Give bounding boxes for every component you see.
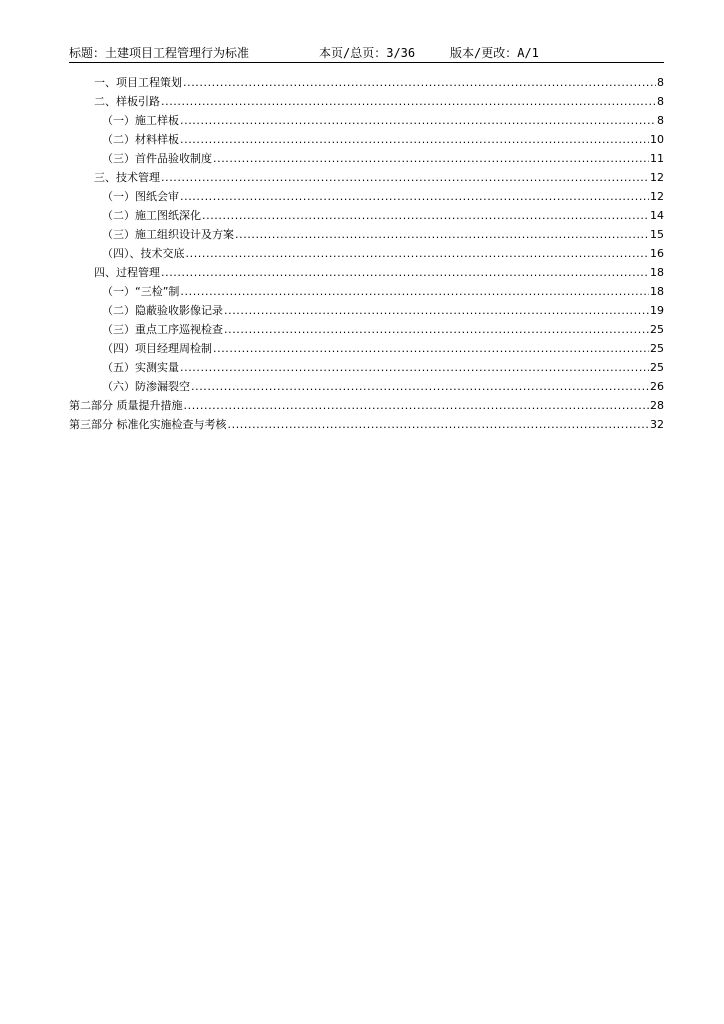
dot-leader: [184, 396, 650, 415]
toc-entry-page: 16: [650, 247, 664, 260]
toc-entry[interactable]: [69, 358, 664, 377]
document-title: 标题：土建项目工程管理行为标准: [69, 46, 250, 60]
toc-entry-page: 26: [650, 380, 664, 393]
toc-entry[interactable]: [69, 396, 664, 415]
toc-entry[interactable]: [69, 244, 664, 263]
toc-entry[interactable]: [69, 92, 664, 111]
dot-leader: [191, 377, 649, 396]
toc-entry-page: 28: [650, 399, 664, 412]
toc-entry-title: （五）实测实量: [102, 361, 179, 374]
toc-entry-title: （二）施工图纸深化: [102, 209, 201, 222]
dot-leader: [180, 358, 649, 377]
dot-leader: [180, 187, 649, 206]
toc-entry[interactable]: [69, 339, 664, 358]
toc-entry[interactable]: [69, 149, 664, 168]
toc-entry-page: 8: [657, 76, 664, 89]
dot-leader: [180, 130, 649, 149]
dot-leader: [180, 282, 649, 301]
toc-entry-title: 第三部分 标准化实施检查与考核: [69, 418, 227, 431]
toc-entry[interactable]: [69, 225, 664, 244]
dot-leader: [180, 111, 656, 130]
toc-entry[interactable]: [69, 301, 664, 320]
dot-leader: [224, 301, 649, 320]
toc-entry-page: 25: [650, 342, 664, 355]
toc-entry-title: （四）项目经理周检制: [102, 342, 212, 355]
toc-entry-page: 25: [650, 361, 664, 374]
toc-entry-page: 8: [657, 95, 664, 108]
dot-leader: [161, 92, 656, 111]
toc-entry[interactable]: [69, 130, 664, 149]
toc-entry-title: （三）施工组织设计及方案: [102, 228, 234, 241]
toc-entry-title: （三）重点工序巡视检查: [102, 323, 223, 336]
dot-leader: [161, 168, 649, 187]
toc-entry-page: 15: [650, 228, 664, 241]
toc-entry-page: 18: [650, 266, 664, 279]
toc-entry[interactable]: [69, 415, 664, 434]
toc-entry[interactable]: [69, 206, 664, 225]
version-info: 版本/更改：A/1: [450, 46, 539, 60]
toc-entry-title: 四、过程管理: [94, 266, 160, 279]
toc-entry[interactable]: [69, 282, 664, 301]
toc-entry[interactable]: [69, 168, 664, 187]
toc-entry-page: 25: [650, 323, 664, 336]
toc-entry-page: 12: [650, 190, 664, 203]
toc-entry[interactable]: [69, 263, 664, 282]
toc-entry-title: （三）首件品验收制度: [102, 152, 212, 165]
dot-leader: [161, 263, 649, 282]
dot-leader: [213, 149, 649, 168]
toc-entry-page: 8: [657, 114, 664, 127]
toc-entry-page: 32: [650, 418, 664, 431]
dot-leader: [235, 225, 649, 244]
toc-entry[interactable]: [69, 111, 664, 130]
toc-entry-title: （二）材料样板: [102, 133, 179, 146]
toc-entry-page: 14: [650, 209, 664, 222]
dot-leader: [186, 244, 650, 263]
dot-leader: [224, 320, 649, 339]
toc-entry-title: 二、样板引路: [94, 95, 160, 108]
dot-leader: [213, 339, 649, 358]
toc-entry[interactable]: [69, 320, 664, 339]
toc-entry-title: （一）施工样板: [102, 114, 179, 127]
dot-leader: [228, 415, 650, 434]
toc-entry-title: （六）防渗漏裂空: [102, 380, 190, 393]
toc-entry[interactable]: [69, 187, 664, 206]
toc-entry-title: （一）“三检”制: [102, 285, 180, 298]
page-header: [69, 44, 664, 63]
dot-leader: [202, 206, 649, 225]
toc-entry-page: 11: [650, 152, 664, 165]
toc-entry-page: 18: [650, 285, 664, 298]
dot-leader: [183, 73, 656, 92]
page-count: 本页/总页：3/36: [319, 46, 416, 60]
toc-entry-title: （一）图纸会审: [102, 190, 179, 203]
toc-entry-page: 12: [650, 171, 664, 184]
toc-entry[interactable]: [69, 377, 664, 396]
toc-entry-title: 三、技术管理: [94, 171, 160, 184]
toc-entry-title: 一、项目工程策划: [94, 76, 182, 89]
table-of-contents: [69, 73, 664, 434]
toc-entry-title: （四）、技术交底: [102, 247, 185, 260]
toc-entry-page: 19: [650, 304, 664, 317]
toc-entry[interactable]: [69, 73, 664, 92]
toc-entry-title: 第二部分 质量提升措施: [69, 399, 183, 412]
toc-entry-title: （二）隐蔽验收影像记录: [102, 304, 223, 317]
toc-entry-page: 10: [650, 133, 664, 146]
